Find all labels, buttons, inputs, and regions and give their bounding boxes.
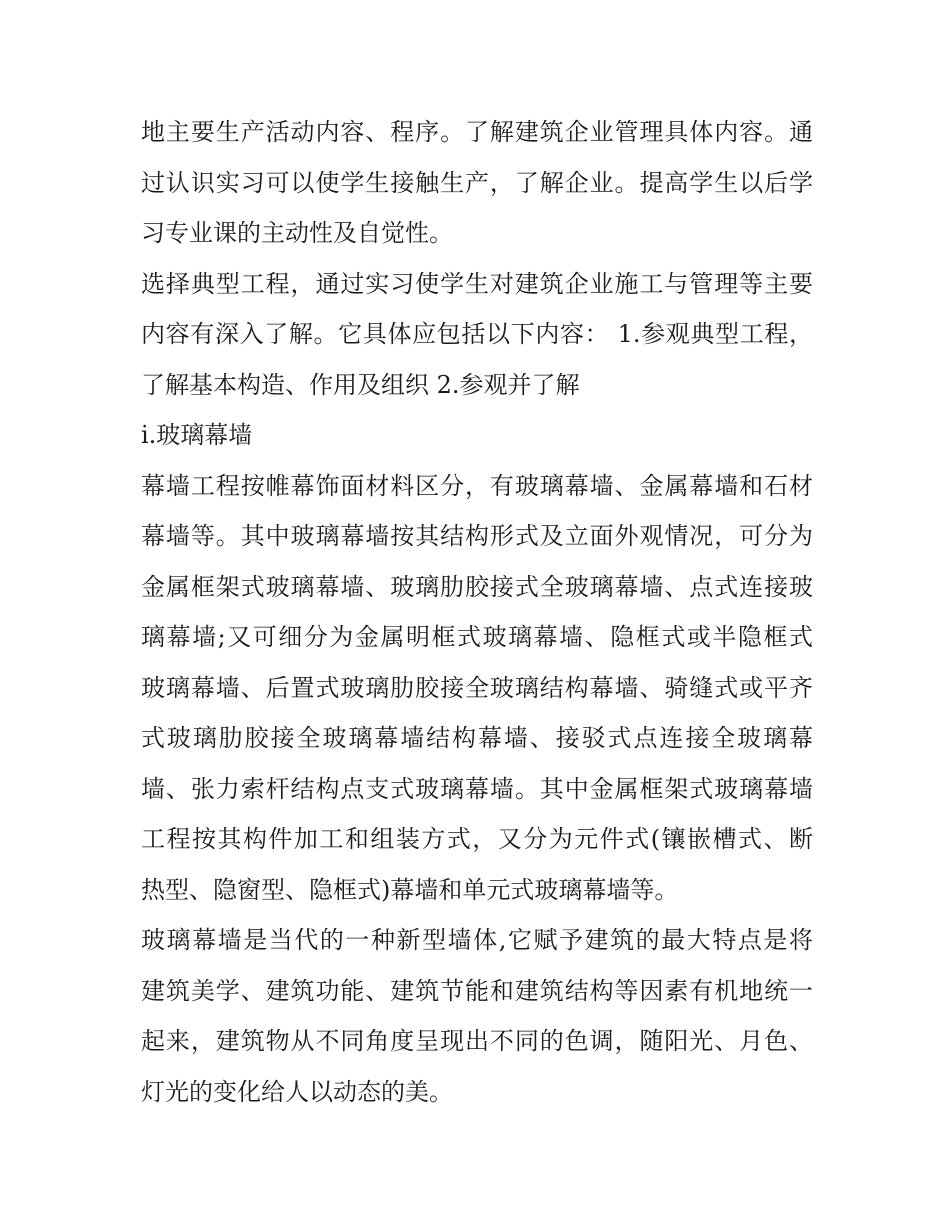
text-line: 灯光的变化给人以动态的美。 (141, 1077, 453, 1106)
paragraph-intro-purpose (141, 107, 813, 259)
text-line: 墙、张力索杆结构点支式玻璃幕墙。其中金属框架式玻璃幕墙 (141, 774, 813, 803)
text-line: 选择典型工程，通过实习使学生对建筑企业施工与管理等主要 (141, 269, 813, 298)
text-line: 习专业课的主动性及自觉性。 (141, 219, 453, 247)
section-heading (141, 410, 813, 461)
text-line: 热型、隐窗型、隐框式)幕墙和单元式玻璃幕墙等。 (141, 875, 679, 904)
text-line: 金属框架式玻璃幕墙、玻璃肋胶接式全玻璃幕墙、点式连接玻 (141, 572, 813, 601)
paragraph-practice-content (141, 259, 813, 411)
text-line: 玻璃幕墙、后置式玻璃肋胶接全玻璃结构幕墙、骑缝式或平齐 (141, 673, 813, 702)
heading-text: i.玻璃幕墙 (141, 421, 253, 449)
text-line: 了解基本构造、作用及组织 2.参观并了解 (141, 370, 580, 399)
text-line: 地主要生产活动内容、程序。了解建筑企业管理具体内容。通 (141, 118, 813, 146)
text-line: 幕墙等。其中玻璃幕墙按其结构形式及立面外观情况，可分为 (141, 522, 813, 550)
text-line: 工程按其构件加工和组装方式，又分为元件式(镶嵌槽式、断 (141, 825, 813, 853)
paragraph-curtain-wall-types (141, 461, 813, 916)
text-line: 建筑美学、建筑功能、建筑节能和建筑结构等因素有机地统一 (141, 976, 813, 1005)
text-line: 起来，建筑物从不同角度呈现出不同的色调，随阳光、月色、 (141, 1027, 813, 1055)
text-line: 过认识实习可以使学生接触生产，了解企业。提高学生以后学 (141, 168, 813, 197)
text-line: 璃幕墙;又可细分为金属明框式玻璃幕墙、隐框式或半隐框式 (141, 623, 813, 651)
text-line: 式玻璃肋胶接全玻璃幕墙结构幕墙、接驳式点连接全玻璃幕 (141, 724, 813, 752)
paragraph-curtain-wall-features (141, 915, 813, 1117)
text-line: 内容有深入了解。它具体应包括以下内容： 1.参观典型工程， (141, 320, 813, 348)
document-body (141, 107, 813, 1117)
text-line: 幕墙工程按帷幕饰面材料区分，有玻璃幕墙、金属幕墙和石材 (141, 471, 813, 500)
text-line: 玻璃幕墙是当代的一种新型墙体,它赋予建筑的最大特点是将 (141, 926, 813, 954)
